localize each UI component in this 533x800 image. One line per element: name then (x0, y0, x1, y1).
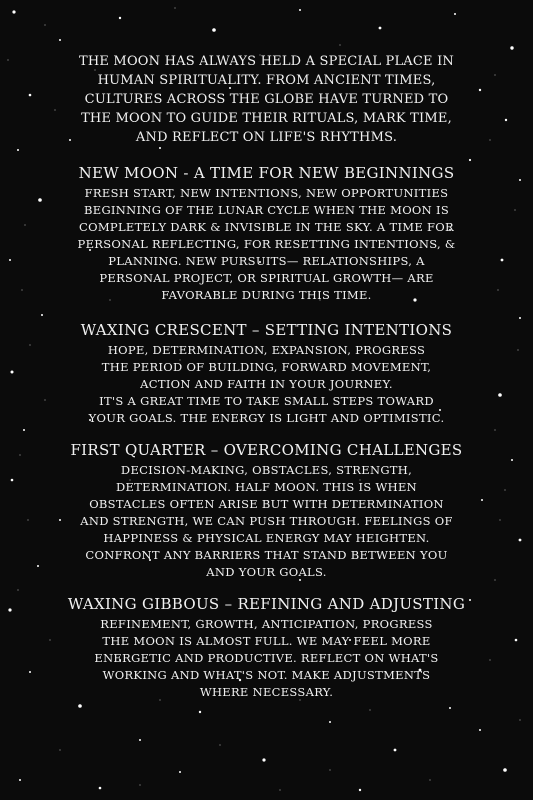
section-title: NEW MOON - A TIME FOR NEW BEGINNINGS (78, 164, 455, 182)
intro-paragraph: THE MOON HAS ALWAYS HELD A SPECIAL PLACE IN HUMAN SPIRITUALITY. FROM ANCIENT TIMES, CULTURES ACROSS THE GLOBE HAVE TURNED TO THE MOON TO GUIDE THEIR RITUALS, MARK TIME, AND REFLECT ON LIFE'S RHYTHMS. (79, 54, 454, 145)
section-new-moon (24, 163, 509, 304)
section-description: DETERMINATION. HALF MOON. THIS IS WHEN OBSTACLES OFTEN ARISE BUT WITH DETERMINATION AND STRENGTH, WE CAN PUSH THROUGH. FEELINGS OF HAPPINESS & PHYSICAL ENERGY MAY HEIGHTEN. CONFRONT ANY BARRIERS THAT STAND BETWEEN YOU AND YOUR GOALS. (80, 480, 453, 579)
section-description: BEGINNING OF THE LUNAR CYCLE WHEN THE MOON IS COMPLETELY DARK & INVISIBLE IN THE SKY. A TIME FOR PERSONAL REFLECTING, FOR RESETTING INTENTIONS, & PLANNING. NEW PURSUITS— RELATIONSHIPS, A PERSONAL PROJECT, OR SPIRITUAL GROWTH— ARE FAVORABLE DURING THIS TIME. (77, 203, 456, 302)
section-keywords: HOPE, DETERMINATION, EXPANSION, PROGRESS (107, 343, 426, 357)
section-waxing-gibbous (24, 594, 509, 701)
section-description: THE MOON IS ALMOST FULL. WE MAY FEEL MORE ENERGETIC AND PRODUCTIVE. REFLECT ON WHAT'S WORKING AND WHAT'S NOT. MAKE ADJUSTMENTS WHERE NECESSARY. (94, 634, 439, 699)
section-keywords: FRESH START, NEW INTENTIONS, NEW OPPORTUNITIES (84, 186, 449, 200)
section-waxing-crescent (24, 320, 509, 427)
section-title: WAXING GIBBOUS – REFINING AND ADJUSTING (67, 595, 466, 613)
section-keywords: REFINEMENT, GROWTH, ANTICIPATION, PROGRESS (100, 617, 433, 631)
section-keywords: DECISION-MAKING, OBSTACLES, STRENGTH, (120, 463, 413, 477)
section-description: THE PERIOD OF BUILDING, FORWARD MOVEMENT, ACTION AND FAITH IN YOUR JOURNEY. IT'S A GREAT TIME TO TAKE SMALL STEPS TOWARD YOUR GOALS. THE ENERGY IS LIGHT AND OPTIMISTIC. (88, 360, 445, 425)
section-title: FIRST QUARTER – OVERCOMING CHALLENGES (70, 441, 463, 459)
section-first-quarter (24, 440, 509, 581)
section-title: WAXING CRESCENT – SETTING INTENTIONS (80, 321, 453, 339)
